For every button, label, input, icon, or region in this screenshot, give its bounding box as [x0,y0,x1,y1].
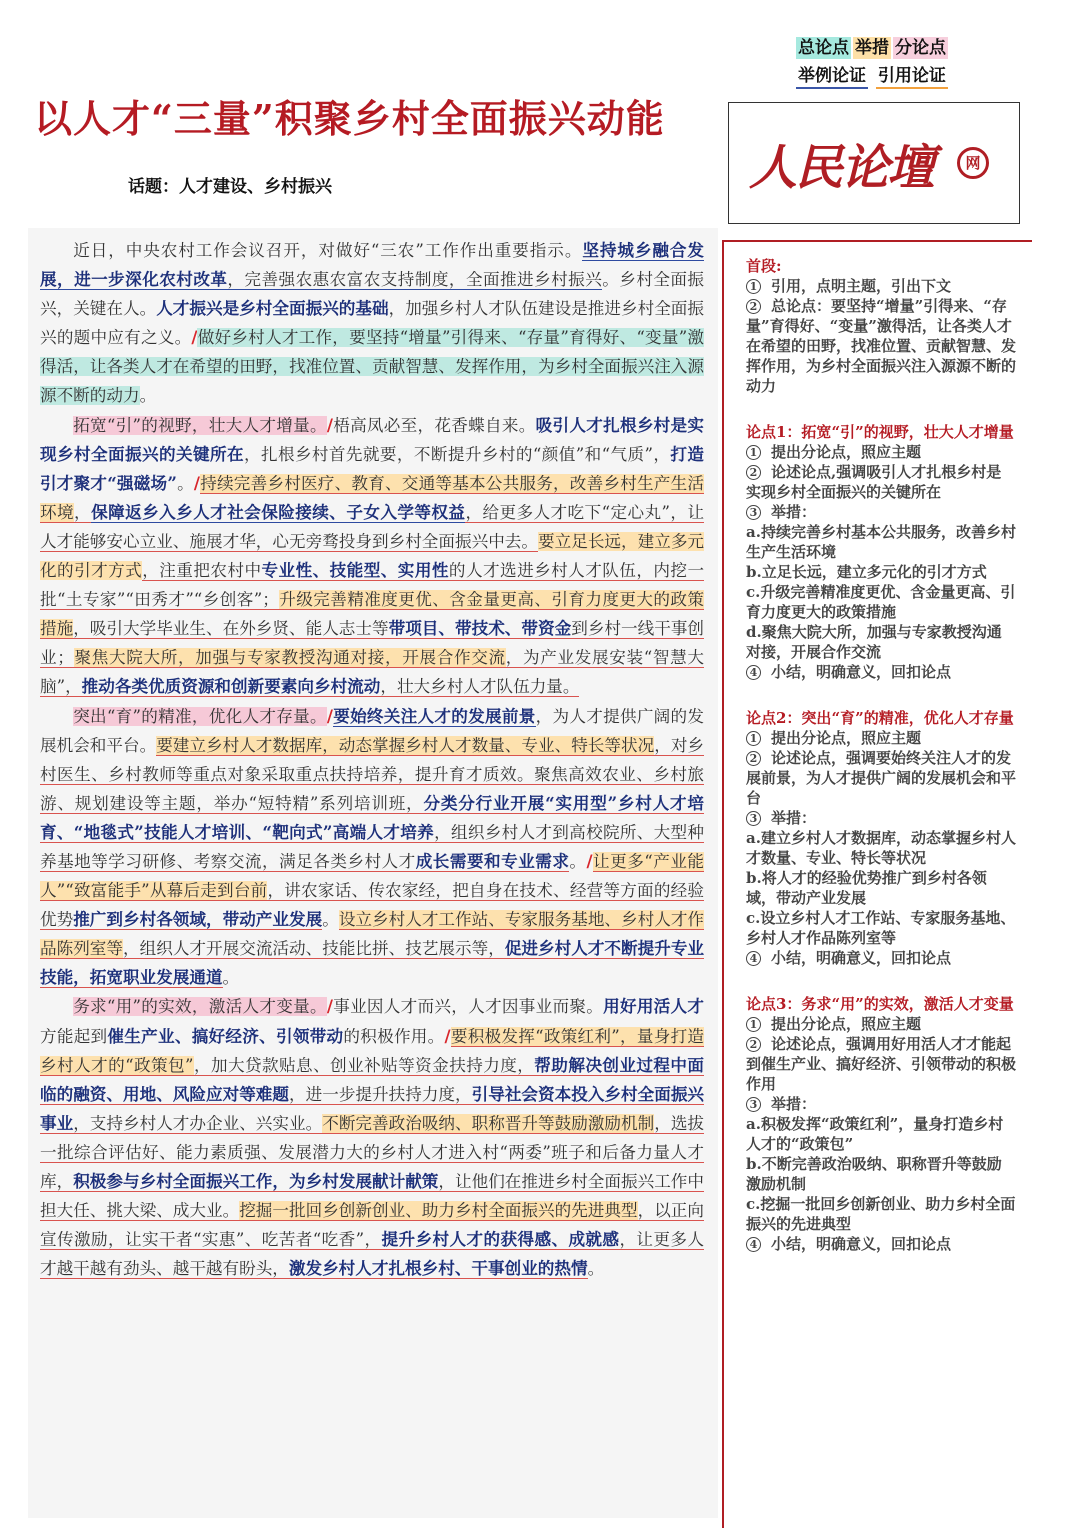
circle-number-2-icon: 2 [746,299,761,314]
note-text: 引用，点明主题，引出下文 [771,277,952,295]
main-thesis-highlight: 做好乡村人才工作，要坚持“增量”引得来、“存量”育得好、“变量”激得活，让各类人才在希望的田野，找准位置、贡献智慧、发挥作用，为乡村全面振兴注入源源不断的动力 [40,328,705,406]
text-run: ，让他们在推进乡村全面振兴工作中担大任、挑大梁、成大业。 [40,1172,705,1221]
note-point-3 [746,994,1016,1254]
measure-highlight: 聚焦大院大所，加强与专家教授沟通对接，开展合作交流 [73,648,506,668]
note-heading: 论点2：突出“育”的精准，优化人才存量 [746,709,1014,727]
note-text: 论述论点，强调用好用活人才才能起到催生产业、搞好经济、引领带动的积极作用 [746,1035,1017,1093]
note-heading: 论点1：拓宽“引”的视野，壮大人才增量 [746,423,1014,441]
text-run: 坚持城乡融合发展，进一步深化农村改革 [40,240,705,290]
measure-item: a.建立乡村人才数据库，动态掌握乡村人才数量、专业、特长等状况 [746,829,1016,867]
measure-highlight: 让更多“产业能人”“致富能手”从幕后走到台前 [40,851,704,901]
text-run: 梧高凤必至，花香蝶自来。 [332,415,536,435]
measure-item: a.持续完善乡村基本公共服务，改善乡村生产生活环境 [746,523,1016,561]
text-run: ，组织乡村人才到高校院所、大型种养基地等学习研修、考察交流，满足各类乡村人才 [40,822,705,871]
note-item [746,662,1016,682]
text-run: 。乡村全面振兴，关键在人。 [40,270,705,319]
text-run: 提升乡村人才的获得感、成就感 [381,1229,620,1250]
text-run: 帮助解决创业过程中面临的融资、用地、风险应对等难题 [40,1054,705,1104]
text-run: ，对乡村医生、乡村教师等重点对象采取重点扶持培养，提升育才质效。聚焦高效农业、乡村旅游、规划建设等主题，举办“短特精”系列培训班， [40,735,705,813]
legend [796,34,950,90]
text-run: 成长需要和专业需求 [415,850,570,871]
text-run: ，讲农家话、传农家经，把自身在技术、经营等方面的经验优势 [40,881,705,930]
text-run: 用好用活人才 [603,996,705,1017]
text-run: ，以正向宣传激励，让实干者“实惠”、吃苦者“吃香”， [40,1201,705,1250]
measure-item: c.挖掘一批回乡创新创业、助力乡村全面振兴的先进典型 [746,1195,1016,1233]
text-run: 推动各类优质资源和创新要素向乡村流动 [81,676,381,697]
text-run: 积极参与乡村全面振兴工作，为乡村发展献计献策 [73,1171,439,1191]
text-run: ，为产业发展安装“智慧大脑”， [40,648,705,697]
text-run: 。 [569,851,587,871]
text-run: 打造引才聚才“强磁场” [40,443,704,493]
spacer [746,968,1016,994]
column-divider [722,240,724,1528]
text-run: 方能起到 [40,1026,108,1046]
measure-highlight: 要积极发挥“政策红利”，量身打造乡村人才的“政策包” [40,1026,705,1075]
text-run: 要始终关注人才的发展前景 [332,705,536,726]
measure-highlight: 升级完善精准度更优、含金量更高、引育力度更大的政策措施 [40,590,704,639]
measure-item: a.积极发挥“政策红利”，量身打造乡村人才的“政策包” [746,1115,1004,1153]
separator-slash: / [586,850,593,871]
text-run: 。 [587,1259,605,1279]
topic-line: 话题：人才建设、乡村振兴 [128,177,332,197]
text-run: ，为人才提供广阔的发展机会和平台。 [40,706,705,755]
circle-number-1-icon: 1 [746,731,761,746]
text-run: 到乡村一线干事创业； [40,619,705,668]
text-run: ，壮大乡村人才队伍力量。 [380,677,580,697]
separator-slash: / [444,1025,451,1046]
measure-item: b.将人才的经验优势推广到乡村各领域，带动产业发展 [746,869,987,907]
note-text: 举措： [771,1095,817,1113]
text-run: 人才振兴是乡村全面振兴的基础 [156,298,389,319]
text-run: 。 [176,473,194,493]
note-item [746,948,1016,968]
text-run: ，支持乡村人才办企业、兴实业。 [73,1113,323,1133]
legend-citation-argument: 引用论证 [876,65,948,89]
legend-measures: 举措 [855,38,889,58]
circle-number-4-icon: 4 [746,1237,761,1252]
circle-number-2-icon: 2 [746,1037,761,1052]
note-item [746,1234,1016,1254]
note-item [746,728,1016,748]
text-run: 带项目、带技术、带资金 [388,618,572,639]
measure-highlight: 不断完善政治吸纳、职称晋升等鼓励激励机制 [322,1113,655,1133]
note-text: 提出分论点，照应主题 [771,1015,922,1033]
logo-badge-icon: 网 [957,147,989,179]
note-item [746,502,1016,522]
circle-number-1-icon: 1 [746,279,761,294]
note-item [746,276,1016,296]
note-point-1 [746,422,1016,682]
separator-slash: / [191,327,198,348]
renmin-luntan-logo: 人民论壇 [749,140,934,196]
note-item [746,1094,1016,1114]
circle-number-4-icon: 4 [746,951,761,966]
note-text: 论述论点,强调吸引人才扎根乡村是实现乡村全面振兴的关键所在 [746,463,1002,501]
legend-row-2 [796,62,950,90]
text-run: ，选拔一批综合评估好、能力素质强、发展潜力大的乡村人才进入村“两委”班子和后备力量人才库， [40,1113,705,1191]
text-run: 激发乡村人才扎根乡村、干事创业的热情 [288,1258,588,1279]
circle-number-2-icon: 2 [746,751,761,766]
text-run: 催生产业、搞好经济、引领带动 [107,1025,344,1046]
legend-example-argument: 举例论证 [796,65,868,89]
separator-slash: / [326,414,333,435]
legend-main-thesis: 总论点 [798,38,849,58]
note-heading: 论点3：务求“用”的实效，激活人才变量 [746,995,1014,1013]
measure-highlight: 持续完善乡村医疗、教育、交通等基本公共服务，改善乡村生产生活环境 [40,473,705,522]
circle-number-3-icon: 3 [746,811,761,826]
note-text: 提出分论点，照应主题 [771,443,922,461]
note-item [746,1034,1016,1094]
note-text: 论述论点，强调要始终关注人才的发展前景，为人才提供广阔的发展机会和平台 [746,749,1017,807]
measure-item: c.设立乡村人才工作站、专家服务基地、乡村人才作品陈列室等 [746,909,1016,947]
measure-item: c.升级完善精准度更优、含金量更高、引育力度更大的政策措施 [746,583,1016,621]
measure-item: b.立足长远，建立多元化的引才方式 [746,563,987,581]
circle-number-1-icon: 1 [746,1017,761,1032]
measure-item: b.不断完善政治吸纳、职称晋升等鼓励激励机制 [746,1155,1002,1193]
note-first-paragraph [746,256,1016,396]
text-run: ， [74,502,92,522]
text-run: ，注重把农村中 [142,561,262,581]
page-title: 以人才“三量”积聚乡村全面振兴动能 [34,96,665,141]
note-point-2 [746,708,1016,968]
text-run: 吸引人才扎根乡村是实现乡村全面振兴的关键所在 [40,414,705,464]
text-run: 。 [222,968,240,988]
sub-thesis-highlight: 突出“育”的精准，优化人才存量。 [73,706,327,726]
text-run: 保障返乡入乡人才社会保险接续、子女入学等权益 [91,501,466,522]
text-run: 。 [139,386,157,406]
note-item [746,808,1016,828]
text-run: 推广到乡村各领域，带动产业发展 [73,909,323,930]
article-body [28,228,718,1518]
text-run: 近日，中央农村工作会议召开，对做好“三农”工作作出重要指示。 [73,241,583,260]
article-paragraph-intro [40,236,704,411]
note-item [746,296,1016,396]
text-run: 专业性、技能型、实用性 [261,560,449,581]
text-run: 事业因人才而兴，人才因事业而聚。 [332,997,604,1017]
legend-sub-thesis: 分论点 [895,38,946,58]
separator-slash: / [326,705,333,726]
note-item [746,442,1016,462]
note-item [746,748,1016,808]
measure-item: d.聚焦大院大所，加强与专家教授沟通对接，开展合作交流 [746,623,1002,661]
note-text: 举措： [771,503,817,521]
annotation-column [746,256,1016,1254]
note-text: 小结，明确意义，回扣论点 [771,949,952,967]
text-run: ，给更多人才吃下“定心丸”，让人才能够安心立业、施展才华，心无旁骛投身到乡村全面振兴中去。 [40,502,705,551]
circle-number-3-icon: 3 [746,1097,761,1112]
circle-number-3-icon: 3 [746,505,761,520]
text-run: ，加强乡村人才队伍建设是推进乡村全面振兴的题中应有之义。 [40,299,705,348]
text-run: 分类分行业开展“实用型”乡村人才培育、“地毯式”技能人才培训、“靶向式”高端人才培养 [40,792,705,842]
text-run: ，吸引大学毕业生、在外乡贤、能人志士等 [73,619,389,639]
circle-number-1-icon: 1 [746,445,761,460]
sub-thesis-highlight: 拓宽“引”的视野，壮大人才增量。 [73,415,327,435]
legend-row-1 [796,34,950,62]
text-run: ，进一步提升扶持力度， [289,1084,472,1104]
note-text: 小结，明确意义，回扣论点 [771,663,952,681]
note-text: 提出分论点，照应主题 [771,729,922,747]
separator-slash: / [326,996,333,1017]
note-text: 总论点：要坚持“增量”引得来、“存量”育得好、“变量”激得活，让各类人才在希望的田野，找准位置、贡献智慧、发挥作用，为乡村全面振兴注入源源不断的动力 [746,297,1017,395]
note-item [746,1014,1016,1034]
article-paragraph-point-3 [40,992,704,1283]
text-run: 。 [322,910,339,930]
article-paragraph-point-1 [40,411,704,702]
note-text: 举措： [771,809,817,827]
measure-highlight: 要立足长远，建立多元化的引才方式 [40,531,705,581]
article-paragraph-point-2 [40,702,704,993]
note-heading: 首段: [746,257,782,275]
note-text: 小结，明确意义，回扣论点 [771,1235,952,1253]
spacer [746,682,1016,708]
logo-box [728,102,1020,224]
text-run: 的人才选进乡村人才队伍，内挖一批“土专家”“田秀才”“乡创客”； [40,561,705,610]
measure-highlight: 要建立乡村人才数据库，动态掌握乡村人才数量、专业、特长等状况 [156,735,655,755]
text-run: ，完善强农惠农富农支持制度，全面推进乡村振兴 [227,270,603,290]
notes-top-rule [722,240,1032,242]
spacer [746,396,1016,422]
measure-highlight: 设立乡村人才工作站、专家服务基地、乡村人才作品陈列室等 [40,910,705,959]
text-run: 促进乡村人才不断提升专业技能，拓宽职业发展通道 [40,938,705,988]
circle-number-4-icon: 4 [746,665,761,680]
measure-highlight: 挖掘一批回乡创新创业、助力乡村全面振兴的先进典型 [239,1201,638,1221]
sub-thesis-highlight: 务求“用”的实效，激活人才变量。 [73,997,327,1017]
note-item [746,462,1016,502]
text-run: 引导社会资本投入乡村全面振兴事业 [40,1083,705,1133]
circle-number-2-icon: 2 [746,465,761,480]
text-run: ，扎根乡村首先就要，不断提升乡村的“颜值”和“气质”， [243,444,671,464]
text-run: 的积极作用。 [343,1026,445,1046]
separator-slash: / [193,472,200,493]
text-run: ，加大贷款贴息、创业补贴等资金扶持力度， [193,1055,535,1075]
text-run: ，组织人才开展交流活动、技能比拼、技艺展示等， [123,939,505,959]
text-run: ，让更多人才越干越有劲头、越干越有盼头， [40,1230,705,1279]
